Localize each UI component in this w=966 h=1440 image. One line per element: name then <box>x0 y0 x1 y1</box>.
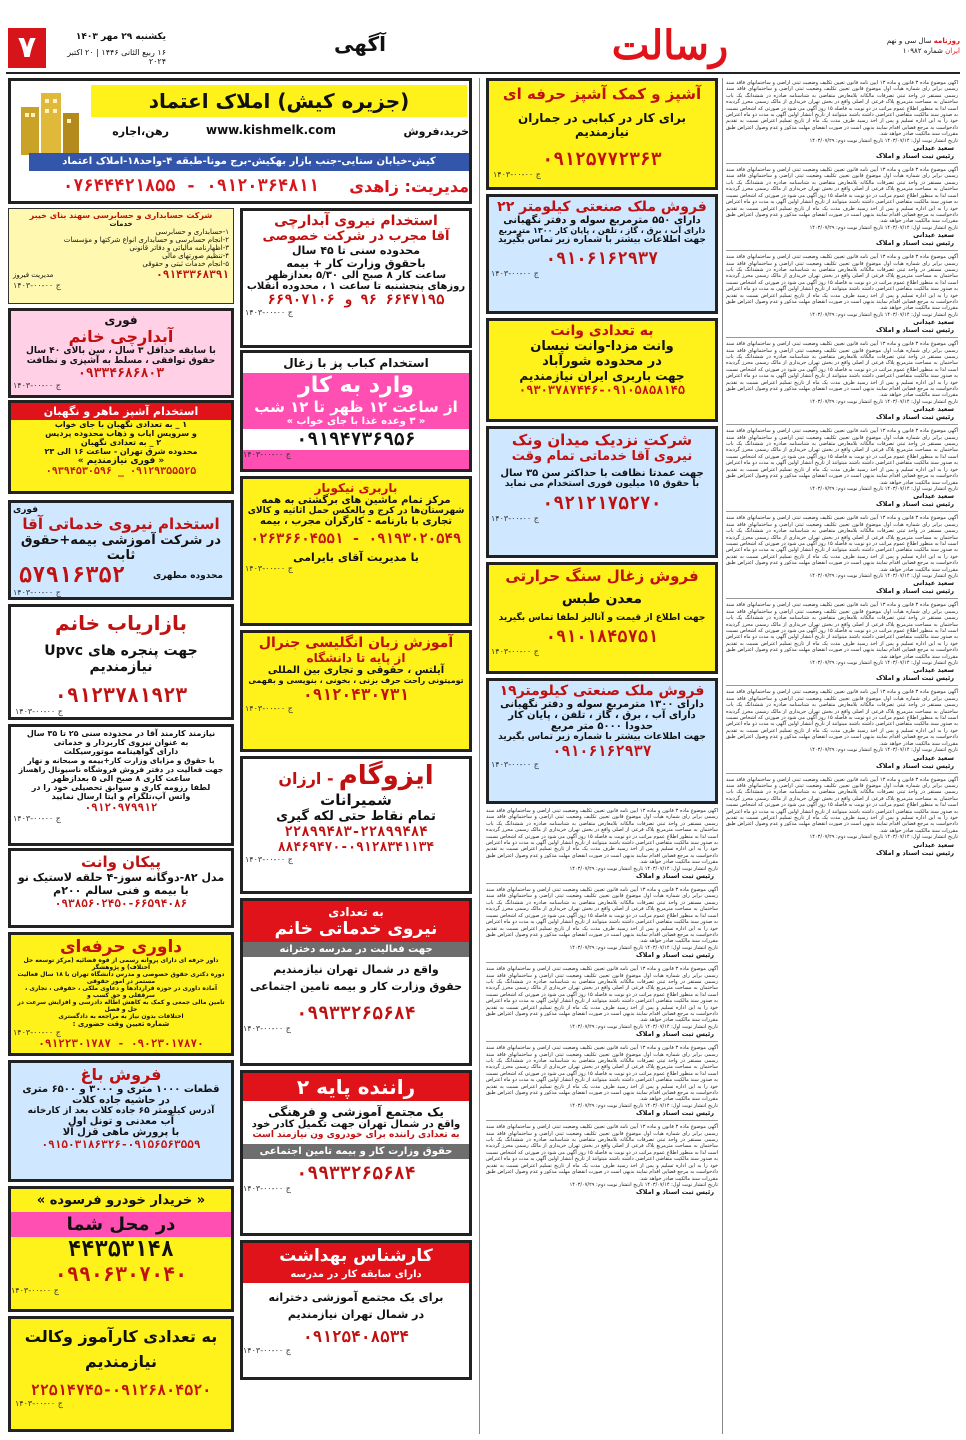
industrial19-line-3: حدودا ۵۰۰۰ متر مربع <box>550 721 654 732</box>
industrial19-code: ج ۰۰-۰۰-۱۴۰۳ <box>491 760 539 769</box>
ad-lawyer-trainee <box>8 1316 234 1432</box>
driver-line-1: یک مجتمع آموزشی و فرهنگی <box>268 1105 444 1119</box>
industrial22-line-1: دارای ۵۵۰ مترمربع سوله و دفتر نگهبانی <box>503 215 701 226</box>
chef-phone[interactable]: ۰۹۱۲۵۷۷۲۳۶۳ <box>542 149 662 170</box>
kebab-big: وارد به کار <box>298 373 414 398</box>
ad-van <box>486 318 718 422</box>
legal-notice-c4-2: آگهی موضوع ماده ۳ قانون و ماده ۱۳ آیین نامه قانون تعیین تکلیف وضعیت ثبتی اراضی و ساختمانهای فاقد سند رسمی برابر رای شماره هیات اول موضوع قانون تعیین تکلیف وضعیت ثبتی اراضی و ساختمانهای فاقد سند رسمی مستقر در واحد ثبتی تصرفات مالکانه بلامعارض متقاضی به شناسنامه صادره در ششدانگ یک باب ساختمان به مساحت مترمربع پلاک فرعی از اصلی واقع در بخش تهران خریداری از مالک رسمی محرز گردیده است لذا به منظور اطلاع عموم مراتب در دو نوبت به فاصله ۱۵ روز آگهی می شود در صورتی که اشخاص نسبت به صدور سند مالکیت متقاضی اعتراضی داشته باشند میتوانند از تاریخ انتشار اولین آگهی به مدت دو ماه اعتراض خود را به این اداره تسلیم و پس از اخذ رسید ظرف مدت یک ماه از تاریخ تسلیم اعتراض نسبت به تقدیم دادخواست به مرجع قضایی اقدام نمایند بدیهی است در صورت انقضای مهلت مذکور و عدم وصول اعتراض طبق مقررات سند مالکیت صادر خواهد شد. <box>726 167 958 225</box>
service-female-line-2: حقوق وزارت کار و بیمه تامین اجتماعی <box>249 980 463 993</box>
lawyer-trainee-title: به تعدادی کارآموز وکالت <box>24 1327 218 1346</box>
accounting-line-3: ۳-اظهارنامه مالیاتی و دفاتر قانونی <box>129 244 229 252</box>
ad-peykan <box>8 848 234 928</box>
ad-marketer <box>8 604 234 720</box>
ad-cook-guard <box>8 400 234 494</box>
issue: شماره ۱۰۹۸۲ <box>902 47 943 55</box>
cook-guard-title: استخدام آشپز ماهر و نگهبان <box>11 403 231 420</box>
ad-accounting <box>8 208 234 304</box>
arbitration-line-2: دوره دکتری حقوق خصوصی و مدرس دانشگاه تهران با ۱۸ سال فعالیت مستمر در امور حقوقی <box>17 971 225 985</box>
newspaper-logo: رسالت <box>611 22 729 69</box>
tea-server-line-1: محدوده سنی تا ۴۵ سال <box>291 244 421 257</box>
garden-line-1: قطعات ۱۰۰۰ متری و ۳۰۰۰ و ۶۵۰۰ متری <box>22 1084 220 1095</box>
clerk-phone[interactable]: ۰۹۱۲۰۹۷۹۹۱۲ <box>84 801 158 814</box>
isogum-cheap: - ارزان <box>278 769 334 788</box>
chef-title: آشپز و کمک آشپز حرفه ای <box>502 85 702 103</box>
edu-service-code: ج ۰۰-۰۰-۱۴۰۳ <box>13 588 61 597</box>
ad-kish-real-estate <box>8 78 472 204</box>
van-line-3: جهت باربری ایران نیازمندیم <box>519 369 685 383</box>
ad-coal <box>486 562 718 674</box>
health-line-1: برای یک مجتمع آموزشی دخترانه <box>268 1291 444 1304</box>
driver-line-2: واقع در شمال تهران جهت تکمیل کادر خود <box>251 1119 461 1130</box>
edu-service-sub: در شرکت آموزشی بیمه+حقوق ثابت <box>20 533 222 563</box>
tea-server-sub: آقا مجرب در شرکت خصوصی <box>262 229 450 244</box>
service-female-title: نیروی خدماتی خانم <box>243 919 469 942</box>
kish-address-band: کیش-خیابان سنایی-جنب بازار بهکیش-برج مونا-طبقه ۴-واحد۱۸-املاک اعتماد <box>29 153 469 171</box>
driver-line-3: به تعدادی راننده برای خودروی ون نیازمند است <box>252 1130 460 1140</box>
van-line-1: وانت مزدا-وانت نیسان <box>530 339 674 354</box>
industrial19-line-1: دارای ۱۳۰۰ مترمربع سوله و دفتر نگهبانی <box>500 699 704 710</box>
arbitration-title: داوری حرفه‌ای <box>59 937 183 957</box>
english-code: ج ۰۰-۰۰-۱۴۰۳ <box>245 704 293 713</box>
vanak-line-1: جهت عمدتا نظافت با حداکثر سن ۳۵ سال <box>500 468 704 479</box>
legal-notice-c4-3: آگهی موضوع ماده ۳ قانون و ماده ۱۳ آیین نامه قانون تعیین تکلیف وضعیت ثبتی اراضی و ساختمانهای فاقد سند رسمی برابر رای شماره هیات اول موضوع قانون تعیین تکلیف وضعیت ثبتی اراضی و ساختمانهای فاقد سند رسمی مستقر در واحد ثبتی تصرفات مالکانه بلامعارض متقاضی به شناسنامه صادره در ششدانگ یک باب ساختمان به مساحت مترمربع پلاک فرعی از اصلی واقع در بخش تهران خریداری از مالک رسمی محرز گردیده است لذا به منظور اطلاع عموم مراتب در دو نوبت به فاصله ۱۵ روز آگهی می شود در صورتی که اشخاص نسبت به صدور سند مالکیت متقاضی اعتراضی داشته باشند میتوانند از تاریخ انتشار اولین آگهی به مدت دو ماه اعتراض خود را به این اداره تسلیم و پس از اخذ رسید ظرف مدت یک ماه از تاریخ تسلیم اعتراض نسبت به تقدیم دادخواست به مرجع قضایی اقدام نمایند بدیهی است در صورت انقضای مهلت مذکور و عدم وصول اعتراض طبق مقررات سند مالکیت صادر خواهد شد. <box>726 254 958 312</box>
clerk-line-2: به عنوان نیروی کاربردار و خدماتی <box>53 738 189 747</box>
isogum-title: ایزوگام <box>338 761 434 791</box>
clerk-line-1: نیازمند کارمند آقا در محدوده سنی ۲۵ تا ۳۵ سال <box>26 729 216 738</box>
legal-notice-c3-2: آگهی موضوع ماده ۳ قانون و ماده ۱۳ آیین نامه قانون تعیین تکلیف وضعیت ثبتی اراضی و ساختمانهای فاقد سند رسمی برابر رای شماره هیات اول موضوع قانون تعیین تکلیف وضعیت ثبتی اراضی و ساختمانهای فاقد سند رسمی مستقر در واحد ثبتی تصرفات مالکانه بلامعارض متقاضی به شناسنامه صادره در ششدانگ یک باب ساختمان به مساحت مترمربع پلاک فرعی از اصلی واقع در بخش تهران خریداری از مالک رسمی محرز گردیده است لذا به منظور اطلاع عموم مراتب در دو نوبت به فاصله ۱۵ روز آگهی می شود در صورتی که اشخاص نسبت به صدور سند مالکیت متقاضی اعتراضی داشته باشند میتوانند از تاریخ انتشار اولین آگهی به مدت دو ماه اعتراض خود را به این اداره تسلیم و پس از اخذ رسید ظرف مدت یک ماه از تاریخ تسلیم اعتراض نسبت به تقدیم دادخواست به مرجع قضایی اقدام نمایند بدیهی است در صورت انقضای مهلت مذکور و عدم وصول اعتراض طبق مقررات سند مالکیت صادر خواهد شد. <box>486 887 718 945</box>
tea-server-title: استخدام نیروی آبدارچی <box>274 213 438 229</box>
vanak-title: شرکت نزدیک میدان ونک <box>511 431 693 449</box>
arbitration-line-6: شماره تعیین وقت حضوری : <box>72 1020 170 1028</box>
accounting-line-4: ۴-تنظیم صورتهای مالی <box>162 252 229 260</box>
legal-notice-c3-4: آگهی موضوع ماده ۳ قانون و ماده ۱۳ آیین نامه قانون تعیین تکلیف وضعیت ثبتی اراضی و ساختمانهای فاقد سند رسمی برابر رای شماره هیات اول موضوع قانون تعیین تکلیف وضعیت ثبتی اراضی و ساختمانهای فاقد سند رسمی مستقر در واحد ثبتی تصرفات مالکانه بلامعارض متقاضی به شناسنامه صادره در ششدانگ یک باب ساختمان به مساحت مترمربع پلاک فرعی از اصلی واقع در بخش تهران خریداری از مالک رسمی محرز گردیده است لذا به منظور اطلاع عموم مراتب در دو نوبت به فاصله ۱۵ روز آگهی می شود در صورتی که اشخاص نسبت به صدور سند مالکیت متقاضی اعتراضی داشته باشند میتوانند از تاریخ انتشار اولین آگهی به مدت دو ماه اعتراض خود را به این اداره تسلیم و پس از اخذ رسید ظرف مدت یک ماه از تاریخ تسلیم اعتراض نسبت به تقدیم دادخواست به مرجع قضایی اقدام نمایند بدیهی است در صورت انقضای مهلت مذکور و عدم وصول اعتراض طبق مقررات سند مالکیت صادر خواهد شد. <box>486 1045 718 1103</box>
service-female-line-1: واقع در شمال تهران نیازمندیم <box>273 963 439 976</box>
cook-guard-line-4: محدوده شرق تهران - ساعت ۱۶ الی ۲۳ <box>44 447 198 456</box>
legal-notice-c3-3-signature: رئیس ثبت اسناد و املاک <box>636 1030 714 1039</box>
isogum-phones-1[interactable]: ۲۲۸۹۹۴۸۳-۲۲۸۹۹۴۸۴ <box>284 824 428 840</box>
english-line-2: تومیتونی راحت حرف بزنی ، بخونی ، بنویسی و بفهمی <box>248 676 464 685</box>
ad-tea-server <box>240 208 472 348</box>
isogum-sub: تمام نقاط حتی لکه گیری <box>276 809 436 824</box>
legal-notice-c4-5: آگهی موضوع ماده ۳ قانون و ماده ۱۳ آیین نامه قانون تعیین تکلیف وضعیت ثبتی اراضی و ساختمانهای فاقد سند رسمی برابر رای شماره هیات اول موضوع قانون تعیین تکلیف وضعیت ثبتی اراضی و ساختمانهای فاقد سند رسمی مستقر در واحد ثبتی تصرفات مالکانه بلامعارض متقاضی به شناسنامه صادره در ششدانگ یک باب ساختمان به مساحت مترمربع پلاک فرعی از اصلی واقع در بخش تهران خریداری از مالک رسمی محرز گردیده است لذا به منظور اطلاع عموم مراتب در دو نوبت به فاصله ۱۵ روز آگهی می شود در صورتی که اشخاص نسبت به صدور سند مالکیت متقاضی اعتراضی داشته باشند میتوانند از تاریخ انتشار اولین آگهی به مدت دو ماه اعتراض خود را به این اداره تسلیم و پس از اخذ رسید ظرف مدت یک ماه از تاریخ تسلیم اعتراض نسبت به تقدیم دادخواست به مرجع قضایی اقدام نمایند بدیهی است در صورت انقضای مهلت مذکور و عدم وصول اعتراض طبق مقررات سند مالکیت صادر خواهد شد. <box>726 428 958 486</box>
ad-kebab <box>240 350 472 472</box>
accounting-phone[interactable]: ۰۹۱۴۳۳۶۸۳۹۱ <box>156 268 229 281</box>
english-line-1: آیلتس ، حقوقی و تجاری بین المللی <box>267 665 445 676</box>
health-band: دارای سابقه کار در مدرسه <box>243 1269 469 1283</box>
arbitration-line-1: داور حرفه ای دارای پروانه رسمی از قوه قضائیه (مرکز توسعه حل اختلاف) و پژوهشگر <box>23 957 219 971</box>
cook-guard-line-2: و سرویس ایاب و ذهاب محدوده پردیس <box>45 429 197 438</box>
cook-female-tag: فوری <box>104 313 138 327</box>
tea-server-line-4: روزهای پنجشنبه تا ساعت ۱ ، محدوده انقلاب <box>246 281 466 292</box>
marketer-phone[interactable]: ۰۹۱۲۳۷۸۱۹۲۳ <box>54 683 188 707</box>
legal-notice-c4-6-signature: رئیس ثبت اسناد و املاک <box>876 587 954 596</box>
legal-notice-column-3 <box>486 808 718 1434</box>
cook-female-phone[interactable]: ۰۹۳۳۴۶۸۶۸۰۳ <box>77 366 165 381</box>
clerk-line-7: لطفا رزومه کاری و سوابق تحصیلی خود را در <box>31 783 211 792</box>
ad-vanak <box>486 426 718 558</box>
kish-phones[interactable]: ۰۹۱۲۰۳۶۴۸۱۱ - ۰۷۶۴۴۴۲۱۸۵۵ <box>63 176 319 196</box>
ad-freight <box>240 476 472 626</box>
ad-tea-server-female <box>8 308 234 398</box>
legal-notice-c4-2-dates: تاریخ انتشار نوبت اول: ۱۴۰۳/۰۷/۱۴ تاریخ انتشار نوبت دوم: ۱۴۰۳/۰۷/۲۹ <box>809 224 958 231</box>
garden-phones[interactable]: ۰۹۱۵۰۳۱۸۶۳۲۶-۰۹۱۵۶۵۶۳۵۵۹ <box>41 1138 201 1151</box>
lawyer-trainee-code: ج ۰۰-۰۰-۱۴۰۳ <box>15 1399 63 1408</box>
country: ایران <box>945 47 960 55</box>
legal-notice-c3-2-dates: تاریخ انتشار نوبت اول: ۱۴۰۳/۰۷/۱۴ تاریخ انتشار نوبت دوم: ۱۴۰۳/۰۷/۲۹ <box>569 944 718 951</box>
ad-garden <box>8 1060 234 1182</box>
freight-manager: با مدیریت آقای بایرامی <box>293 551 419 564</box>
legal-notice-c4-7: آگهی موضوع ماده ۳ قانون و ماده ۱۳ آیین نامه قانون تعیین تکلیف وضعیت ثبتی اراضی و ساختمانهای فاقد سند رسمی برابر رای شماره هیات اول موضوع قانون تعیین تکلیف وضعیت ثبتی اراضی و ساختمانهای فاقد سند رسمی مستقر در واحد ثبتی تصرفات مالکانه بلامعارض متقاضی به شناسنامه صادره در ششدانگ یک باب ساختمان به مساحت مترمربع پلاک فرعی از اصلی واقع در بخش تهران خریداری از مالک رسمی محرز گردیده است لذا به منظور اطلاع عموم مراتب در دو نوبت به فاصله ۱۵ روز آگهی می شود در صورتی که اشخاص نسبت به صدور سند مالکیت متقاضی اعتراضی داشته باشند میتوانند از تاریخ انتشار اولین آگهی به مدت دو ماه اعتراض خود را به این اداره تسلیم و پس از اخذ رسید ظرف مدت یک ماه از تاریخ تسلیم اعتراض نسبت به تقدیم دادخواست به مرجع قضایی اقدام نمایند بدیهی است در صورت انقضای مهلت مذکور و عدم وصول اعتراض طبق مقررات سند مالکیت صادر خواهد شد. <box>726 602 958 660</box>
cook-guard-line-1: ۱ _ به تعدادی نگهبان با جای خواب <box>54 420 188 429</box>
service-female-head: به تعدادی <box>243 901 469 919</box>
marketer-title: بازاریاب خانم <box>54 611 188 635</box>
health-phone[interactable]: ۰۹۱۲۵۴۰۸۵۳۴ <box>303 1327 409 1346</box>
ad-clerk <box>8 724 234 846</box>
legal-notice-c4-7-signature: رئیس ثبت اسناد و املاک <box>876 674 954 683</box>
cook-female-title: آبدارچی خانم <box>68 327 174 346</box>
legal-notice-c4-3-signature: رئیس ثبت اسناد و املاک <box>876 326 954 335</box>
legal-notice-c4-1-dates: تاریخ انتشار نوبت اول: ۱۴۰۳/۰۷/۱۴ تاریخ انتشار نوبت دوم: ۱۴۰۳/۰۷/۲۹ <box>809 137 958 144</box>
peykan-title: پیکان وانت <box>80 853 162 871</box>
legal-notice-c3-5-signature: رئیس ثبت اسناد و املاک <box>636 1188 714 1197</box>
accounting-line-1: ۱-حسابداری و حسابرسی <box>155 228 229 236</box>
kish-deal-left: رهن،اجاره <box>112 125 169 138</box>
industrial19-line-2: دارای آب ، برق ، گاز ، تلفن ، پایان کار <box>508 710 696 721</box>
vanak-phone[interactable]: ۰۹۲۱۲۱۷۵۲۷۰ <box>542 493 662 514</box>
industrial22-line-2: دارای آب ، برق ، گاز ، تلفن ، پایان کار ۱۳۰۰ مترمربع <box>498 226 706 235</box>
isogum-area: شمیرانات <box>320 791 392 809</box>
kebab-phone[interactable]: ۰۹۱۹۴۷۳۶۹۵۶ <box>243 429 469 450</box>
legal-notice-c4-4-signature: رئیس ثبت اسناد و املاک <box>876 413 954 422</box>
header-meta <box>880 36 960 56</box>
page-number-badge: ۷ <box>8 28 46 68</box>
tea-server-phones[interactable]: ۶۶۴۷۱۹۵ ۹۶ و ۶۶۹۰۷۱۰۶ <box>267 292 445 308</box>
ad-service-female <box>240 898 472 1066</box>
cook-female-line-1: با سابقه حداقل ۳ سال ، سن بالای ۴۰ سال <box>26 346 216 356</box>
ad-isogum <box>240 756 472 894</box>
tea-server-line-2: باحقوق وزارت کار + بیمه <box>286 257 426 270</box>
health-code: ج ۰۰-۰۰-۱۴۰۳ <box>243 1346 291 1355</box>
clerk-code: ج ۰۰-۰۰-۱۴۰۳ <box>13 814 61 823</box>
arbitration-line-3: آماده داوری در حوزه قراردادها و دعاوی ملکی ، حقوقی ، تجاری ، سرقفلی و حق کسب و <box>24 985 218 999</box>
isogum-phones-2[interactable]: ۸۸۴۶۹۴۷۰-۰۹۱۲۸۳۴۱۱۳۴ <box>277 840 435 855</box>
edu-service-area: محدوده مطهری <box>152 570 223 581</box>
clerk-line-5: جهت فعالیت در دفتر فروش فروشگاه ناسیونال راهساز <box>18 765 224 774</box>
garden-line-3: آدرس کیلومتر ۶۵ جاده کلات بعد از کارخانه <box>27 1106 215 1116</box>
van-line-2: در محدوده شورآباد <box>542 354 662 369</box>
column-divider <box>479 78 480 1434</box>
english-phone[interactable]: ۰۹۱۲۰۴۳۰۷۳۱ <box>303 685 409 704</box>
legal-notice-c3-1: آگهی موضوع ماده ۳ قانون و ماده ۱۳ آیین نامه قانون تعیین تکلیف وضعیت ثبتی اراضی و ساختمانهای فاقد سند رسمی برابر رای شماره هیات اول موضوع قانون تعیین تکلیف وضعیت ثبتی اراضی و ساختمانهای فاقد سند رسمی مستقر در واحد ثبتی تصرفات مالکانه بلامعارض متقاضی به شناسنامه صادره در ششدانگ یک باب ساختمان به مساحت مترمربع پلاک فرعی از اصلی واقع در بخش تهران خریداری از مالک رسمی محرز گردیده است لذا به منظور اطلاع عموم مراتب در دو نوبت به فاصله ۱۵ روز آگهی می شود در صورتی که اشخاص نسبت به صدور سند مالکیت متقاضی اعتراضی داشته باشند میتوانند از تاریخ انتشار اولین آگهی به مدت دو ماه اعتراض خود را به این اداره تسلیم و پس از اخذ رسید ظرف مدت یک ماه از تاریخ تسلیم اعتراض نسبت به تقدیم دادخواست به مرجع قضایی اقدام نمایند بدیهی است در صورت انقضای مهلت مذکور و عدم وصول اعتراض طبق مقررات سند مالکیت صادر خواهد شد. <box>486 808 718 866</box>
header-date: یکشنبه ۲۹ مهر ۱۴۰۳ <box>75 32 166 42</box>
coal-phone[interactable]: ۰۹۱۰۱۸۴۵۷۵۱ <box>545 627 659 647</box>
kebab-title: استخدام کباب پز با زغال <box>243 353 469 373</box>
vanak-code: ج ۰۰-۰۰-۱۴۰۳ <box>491 514 539 523</box>
legal-notice-c4-7-dates: تاریخ انتشار نوبت اول: ۱۴۰۳/۰۷/۱۴ تاریخ انتشار نوبت دوم: ۱۴۰۳/۰۷/۲۹ <box>809 660 958 667</box>
accounting-sub: خدمات <box>109 220 133 228</box>
legal-notice-c4-2-signer: سعید عیدانی <box>913 231 954 240</box>
marketer-sub: جهت پنجره های Upvc نیازمندیم <box>44 643 198 675</box>
marketer-code: ج ۰۰-۰۰-۱۴۰۳ <box>15 707 63 716</box>
kish-website[interactable]: www.kishmelk.com <box>206 123 336 137</box>
english-sub: از پایه تا دانشگاه <box>306 651 406 665</box>
accounting-line-5: ۵-انجام خدمات ثبتی و حقوقی <box>142 260 229 268</box>
arbitration-code: ج ۰۰-۰۰-۱۴۰۳ <box>13 1028 61 1037</box>
ad-industrial-22 <box>486 194 718 314</box>
clerk-line-6: ساعت کاری ۸ صبح الی ۵ بعدازظهر <box>51 774 191 783</box>
industrial19-title: فروش ملک صنعتی کیلومتر۱۹ <box>499 683 705 699</box>
clerk-line-3: دارای گواهینامه موتورسیکلت <box>63 747 179 756</box>
cook-female-line-2: حقوق توافقی ، مسلط به آشپزی و نظافت <box>26 356 216 366</box>
car-buyer-title: « خریدار خودرو فرسوده » <box>36 1193 206 1208</box>
building-icon <box>17 87 83 157</box>
legal-notice-c4-4: آگهی موضوع ماده ۳ قانون و ماده ۱۳ آیین نامه قانون تعیین تکلیف وضعیت ثبتی اراضی و ساختمانهای فاقد سند رسمی برابر رای شماره هیات اول موضوع قانون تعیین تکلیف وضعیت ثبتی اراضی و ساختمانهای فاقد سند رسمی مستقر در واحد ثبتی تصرفات مالکانه بلامعارض متقاضی به شناسنامه صادره در ششدانگ یک باب ساختمان به مساحت مترمربع پلاک فرعی از اصلی واقع در بخش تهران خریداری از مالک رسمی محرز گردیده است لذا به منظور اطلاع عموم مراتب در دو نوبت به فاصله ۱۵ روز آگهی می شود در صورتی که اشخاص نسبت به صدور سند مالکیت متقاضی اعتراضی داشته باشند میتوانند از تاریخ انتشار اولین آگهی به مدت دو ماه اعتراض خود را به این اداره تسلیم و پس از اخذ رسید ظرف مدت یک ماه از تاریخ تسلیم اعتراض نسبت به تقدیم دادخواست به مرجع قضایی اقدام نمایند بدیهی است در صورت انقضای مهلت مذکور و عدم وصول اعتراض طبق مقررات سند مالکیت صادر خواهد شد. <box>726 341 958 399</box>
garden-title: فروش باغ <box>80 1065 162 1084</box>
coal-code: ج ۰۰-۰۰-۱۴۰۳ <box>491 647 539 656</box>
clerk-line-4: با حقوق و مزایای وزارت کار+بیمه و صبحانه و نهار <box>27 756 215 765</box>
isogum-code: ج ۰۰-۰۰-۱۴۰۳ <box>245 855 293 864</box>
lawyer-trainee-phones[interactable]: ۲۲۵۱۴۷۴۵-۰۹۱۲۶۸۰۴۵۲۰ <box>30 1381 212 1399</box>
garden-line-5: با پرورش ماهی قزل آلا <box>62 1127 180 1138</box>
legal-notice-c4-8-signer: سعید عیدانی <box>913 753 954 762</box>
edu-service-tag: فوری <box>13 505 38 515</box>
industrial22-title: فروش ملک صنعتی کیلومتر ۲۲ <box>497 199 707 215</box>
legal-notice-c4-1-signer: سعید عیدانی <box>913 144 954 153</box>
ad-english <box>240 630 472 752</box>
tea-server-line-3: ساعت کار ۸ صبح الی ۵/۳۰ بعدازظهر <box>265 270 447 281</box>
garden-line-2: در حاشیه جاده کلات <box>72 1095 170 1106</box>
arbitration-line-5: اختلافات بدون نیاز به مراجعه به دادگستری <box>58 1013 184 1020</box>
chef-code: ج ۰۰-۰۰-۱۴۰۳ <box>493 170 541 179</box>
legal-notice-c4-9-signer: سعید عیدانی <box>913 840 954 849</box>
legal-notice-c4-3-dates: تاریخ انتشار نوبت اول: ۱۴۰۳/۰۷/۱۴ تاریخ انتشار نوبت دوم: ۱۴۰۳/۰۷/۲۹ <box>809 311 958 318</box>
accounting-code: ج ۰۰-۰۰-۱۴۰۳ <box>13 281 61 290</box>
cook-female-code: ج ۰۰-۰۰-۱۴۰۳ <box>13 381 61 390</box>
column-divider <box>722 78 723 1434</box>
legal-notice-c3-5-dates: تاریخ انتشار نوبت اول: ۱۴۰۳/۰۷/۱۴ تاریخ انتشار نوبت دوم: ۱۴۰۳/۰۷/۲۹ <box>569 1181 718 1188</box>
industrial22-phone[interactable]: ۰۹۱۰۶۱۶۲۹۳۷ <box>545 249 659 269</box>
ad-arbitration <box>8 932 234 1056</box>
service-female-band: جهت فعالیت در مدرسه دخترانه <box>243 942 469 957</box>
van-phones[interactable]: ۰۹۳۰۳۷۸۷۴۴۶-۰۹۱۰۵۸۵۸۱۴۵ <box>518 383 686 397</box>
legal-notice-c3-5: آگهی موضوع ماده ۳ قانون و ماده ۱۳ آیین نامه قانون تعیین تکلیف وضعیت ثبتی اراضی و ساختمانهای فاقد سند رسمی برابر رای شماره هیات اول موضوع قانون تعیین تکلیف وضعیت ثبتی اراضی و ساختمانهای فاقد سند رسمی مستقر در واحد ثبتی تصرفات مالکانه بلامعارض متقاضی به شناسنامه صادره در ششدانگ یک باب ساختمان به مساحت مترمربع پلاک فرعی از اصلی واقع در بخش تهران خریداری از مالک رسمی محرز گردیده است لذا به منظور اطلاع عموم مراتب در دو نوبت به فاصله ۱۵ روز آگهی می شود در صورتی که اشخاص نسبت به صدور سند مالکیت متقاضی اعتراضی داشته باشند میتوانند از تاریخ انتشار اولین آگهی به مدت دو ماه اعتراض خود را به این اداره تسلیم و پس از اخذ رسید ظرف مدت یک ماه از تاریخ تسلیم اعتراض نسبت به تقدیم دادخواست به مرجع قضایی اقدام نمایند بدیهی است در صورت انقضای مهلت مذکور و عدم وصول اعتراض طبق مقررات سند مالکیت صادر خواهد شد. <box>486 1124 718 1182</box>
car-buyer-phone-1[interactable]: ۴۴۳۵۳۱۴۸ <box>68 1237 174 1262</box>
accounting-manager: مدیریت فیروز <box>13 270 54 279</box>
driver-band: حقوق وزارت کار و بیمه تامین اجتماعی <box>243 1144 469 1159</box>
legal-notice-c3-4-signature: رئیس ثبت اسناد و املاک <box>636 1109 714 1118</box>
industrial22-line-3: جهت اطلاعات بیشتر با شماره زیر تماس بگیرید <box>498 235 706 245</box>
kebab-food: « ۳ وعده غذا با جای خواب » <box>286 416 426 427</box>
arbitration-line-4: تامین مالی جمعی و کمک به کاهش اطاله دادرسی و افزایش سرعت در حل و فصل <box>17 999 225 1013</box>
freight-code: ج ۰۰-۰۰-۱۴۰۳ <box>245 564 293 573</box>
tea-server-code: ج ۰۰-۰۰-۱۴۰۳ <box>245 308 293 317</box>
legal-notice-column-4 <box>726 80 958 1434</box>
ad-car-buyer <box>8 1186 234 1312</box>
accounting-line-2: ۲-انجام حسابرسی و حسابداری انواع شرکتها و مؤسسات <box>63 236 229 244</box>
newspaper-label: روزنامه <box>933 37 960 45</box>
legal-notice-c3-3: آگهی موضوع ماده ۳ قانون و ماده ۱۳ آیین نامه قانون تعیین تکلیف وضعیت ثبتی اراضی و ساختمانهای فاقد سند رسمی برابر رای شماره هیات اول موضوع قانون تعیین تکلیف وضعیت ثبتی اراضی و ساختمانهای فاقد سند رسمی مستقر در واحد ثبتی تصرفات مالکانه بلامعارض متقاضی به شناسنامه صادره در ششدانگ یک باب ساختمان به مساحت مترمربع پلاک فرعی از اصلی واقع در بخش تهران خریداری از مالک رسمی محرز گردیده است لذا به منظور اطلاع عموم مراتب در دو نوبت به فاصله ۱۵ روز آگهی می شود در صورتی که اشخاص نسبت به صدور سند مالکیت متقاضی اعتراضی داشته باشند میتوانند از تاریخ انتشار اولین آگهی به مدت دو ماه اعتراض خود را به این اداره تسلیم و پس از اخذ رسید ظرف مدت یک ماه از تاریخ تسلیم اعتراض نسبت به تقدیم دادخواست به مرجع قضایی اقدام نمایند بدیهی است در صورت انقضای مهلت مذکور و عدم وصول اعتراض طبق مقررات سند مالکیت صادر خواهد شد. <box>486 966 718 1024</box>
freight-line-2: شهرستان‌ها در کرج و بالعکس حمل اثاثیه و کالای <box>247 506 465 516</box>
arbitration-phones[interactable]: ۰۹۰۲۳۰۱۷۸۷۰ - ۰۹۱۲۲۳۰۱۷۸۷ <box>38 1037 204 1050</box>
legal-notice-c3-4-dates: تاریخ انتشار نوبت اول: ۱۴۰۳/۰۷/۱۴ تاریخ انتشار نوبت دوم: ۱۴۰۳/۰۷/۲۹ <box>569 1102 718 1109</box>
header-date-hijri: ۱۶ ربیع الثانی ۱۴۴۶ | ۲۰ اکتبر ۲۰۲۴ <box>67 48 166 66</box>
legal-notice-c4-6-signer: سعید عیدانی <box>913 579 954 588</box>
car-buyer-code: ج ۰۰-۰۰-۱۴۰۳ <box>11 1286 59 1295</box>
service-female-phone[interactable]: ۰۹۹۳۳۲۶۵۶۸۴ <box>296 1003 416 1024</box>
peykan-phone[interactable]: ۰۹۳۸۵۶۰۲۴۵۰-۶۶۵۹۴۰۸۶ <box>54 897 188 910</box>
industrial19-phone[interactable]: ۰۹۱۰۶۱۶۲۹۳۷ <box>552 742 652 760</box>
ad-edu-service <box>8 500 234 600</box>
kish-title-band: (جزیره کیش) املاک اعتماد <box>91 85 467 117</box>
car-buyer-phone-2[interactable]: ۰۹۹۰۶۳۰۷۰۴۰ <box>54 1262 188 1286</box>
legal-notice-c4-8-dates: تاریخ انتشار نوبت اول: ۱۴۰۳/۰۷/۱۴ تاریخ انتشار نوبت دوم: ۱۴۰۳/۰۷/۲۹ <box>809 747 958 754</box>
freight-line-3: تجاری با بارنامه - کارگران مجرب ، بیمه <box>259 516 453 527</box>
kish-manager: مدیریت: زاهدی <box>349 177 469 196</box>
cook-guard-phones[interactable]: ۰۹۱۲۹۳۵۵۵۲۵ _ ۰۹۳۹۴۵۳۰۵۹۶ <box>45 466 197 477</box>
chef-sub: برای کار در کبابی در جماران نیازمندیم <box>518 111 686 139</box>
driver-title: راننده پایه ۲ <box>243 1073 469 1101</box>
legal-notice-c4-9-signature: رئیس ثبت اسناد و املاک <box>876 848 954 857</box>
legal-notice-c4-4-dates: تاریخ انتشار نوبت اول: ۱۴۰۳/۰۷/۱۴ تاریخ انتشار نوبت دوم: ۱۴۰۳/۰۷/۲۹ <box>809 398 958 405</box>
legal-notice-c4-8-signature: رئیس ثبت اسناد و املاک <box>876 761 954 770</box>
legal-notice-c4-5-signature: رئیس ثبت اسناد و املاک <box>876 500 954 509</box>
service-female-code: ج ۰۰-۰۰-۱۴۰۳ <box>243 1024 291 1033</box>
accounting-title: شرکت حسابداری و حسابرسی سهند بنای خیبر <box>29 211 213 220</box>
vanak-sub: نیروی آقا خدماتی تمام وقت <box>511 449 693 464</box>
header-section-title: آگهی <box>334 32 386 56</box>
ad-industrial-19 <box>486 678 718 804</box>
english-title: آموزش زبان انگلیسی جنرال <box>258 635 454 651</box>
legal-notice-c4-3-signer: سعید عیدانی <box>913 318 954 327</box>
health-line-2: در شمال تهران نیازمندیم <box>287 1308 425 1321</box>
legal-notice-c3-1-dates: تاریخ انتشار نوبت اول: ۱۴۰۳/۰۷/۱۴ تاریخ انتشار نوبت دوم: ۱۴۰۳/۰۷/۲۹ <box>569 865 718 872</box>
legal-notice-c4-2-signature: رئیس ثبت اسناد و املاک <box>876 239 954 248</box>
edu-service-phone[interactable]: ۵۷۹۱۶۳۵۲ <box>19 563 125 588</box>
legal-notice-c3-1-signature: رئیس ثبت اسناد و املاک <box>636 872 714 881</box>
kish-deal-right: خرید،فروش <box>403 125 469 138</box>
kebab-code: ج ۰۰-۰۰-۱۴۰۳ <box>243 450 291 459</box>
clerk-line-8: واتس آپ،تلگرام و ایتا ارسال نمایید <box>51 792 191 801</box>
cook-guard-urgent: « فوری نیازمندیم » <box>77 456 165 466</box>
coal-title: فروش زغال سنگ حرارتی <box>505 567 699 585</box>
driver-code: ج ۰۰-۰۰-۱۴۰۳ <box>243 1184 291 1193</box>
coal-line: جهت اطلاع از قیمت و آنالیز لطفا تماس بگیرید <box>498 613 706 623</box>
freight-line-1: مرکز تمام ماشین های برگشتی به همه <box>261 495 451 506</box>
ad-chef <box>486 78 718 190</box>
legal-notice-c3-3-dates: تاریخ انتشار نوبت اول: ۱۴۰۳/۰۷/۱۴ تاریخ انتشار نوبت دوم: ۱۴۰۳/۰۷/۲۹ <box>569 1023 718 1030</box>
health-title: کارشناس بهداشت <box>243 1243 469 1269</box>
cook-guard-line-3: ۲ _ به تعدادی نگهبان <box>80 438 162 447</box>
lawyer-trainee-sub: نیازمندیم <box>85 1352 157 1371</box>
industrial19-line-4: جهت اطلاعات بیشتر با شماره زیر تماس بگیرید <box>498 732 706 742</box>
edu-service-title: استخدام نیروی خدماتی آقا <box>22 515 220 533</box>
garden-line-4: آب معدنی و تونل اول <box>67 1116 175 1127</box>
driver-phone[interactable]: ۰۹۹۳۳۲۶۵۶۸۴ <box>296 1163 416 1184</box>
legal-notice-c4-5-dates: تاریخ انتشار نوبت اول: ۱۴۰۳/۰۷/۱۴ تاریخ انتشار نوبت دوم: ۱۴۰۳/۰۷/۲۹ <box>809 485 958 492</box>
legal-notice-c4-9: آگهی موضوع ماده ۳ قانون و ماده ۱۳ آیین نامه قانون تعیین تکلیف وضعیت ثبتی اراضی و ساختمانهای فاقد سند رسمی برابر رای شماره هیات اول موضوع قانون تعیین تکلیف وضعیت ثبتی اراضی و ساختمانهای فاقد سند رسمی مستقر در واحد ثبتی تصرفات مالکانه بلامعارض متقاضی به شناسنامه صادره در ششدانگ یک باب ساختمان به مساحت مترمربع پلاک فرعی از اصلی واقع در بخش تهران خریداری از مالک رسمی محرز گردیده است لذا به منظور اطلاع عموم مراتب در دو نوبت به فاصله ۱۵ روز آگهی می شود در صورتی که اشخاص نسبت به صدور سند مالکیت متقاضی اعتراضی داشته باشند میتوانند از تاریخ انتشار اولین آگهی به مدت دو ماه اعتراض خود را به این اداره تسلیم و پس از اخذ رسید ظرف مدت یک ماه از تاریخ تسلیم اعتراض نسبت به تقدیم دادخواست به مرجع قضایی اقدام نمایند بدیهی است در صورت انقضای مهلت مذکور و عدم وصول اعتراض طبق مقررات سند مالکیت صادر خواهد شد. <box>726 776 958 834</box>
car-buyer-place: در محل شما <box>11 1212 231 1237</box>
legal-notice-c4-8: آگهی موضوع ماده ۳ قانون و ماده ۱۳ آیین نامه قانون تعیین تکلیف وضعیت ثبتی اراضی و ساختمانهای فاقد سند رسمی برابر رای شماره هیات اول موضوع قانون تعیین تکلیف وضعیت ثبتی اراضی و ساختمانهای فاقد سند رسمی مستقر در واحد ثبتی تصرفات مالکانه بلامعارض متقاضی به شناسنامه صادره در ششدانگ یک باب ساختمان به مساحت مترمربع پلاک فرعی از اصلی واقع در بخش تهران خریداری از مالک رسمی محرز گردیده است لذا به منظور اطلاع عموم مراتب در دو نوبت به فاصله ۱۵ روز آگهی می شود در صورتی که اشخاص نسبت به صدور سند مالکیت متقاضی اعتراضی داشته باشند میتوانند از تاریخ انتشار اولین آگهی به مدت دو ماه اعتراض خود را به این اداره تسلیم و پس از اخذ رسید ظرف مدت یک ماه از تاریخ تسلیم اعتراض نسبت به تقدیم دادخواست به مرجع قضایی اقدام نمایند بدیهی است در صورت انقضای مهلت مذکور و عدم وصول اعتراض طبق مقررات سند مالکیت صادر خواهد شد. <box>726 689 958 747</box>
page-header <box>0 0 966 74</box>
legal-notice-c4-1-signature: رئیس ثبت اسناد و املاک <box>876 152 954 161</box>
legal-notice-c4-1: آگهی موضوع ماده ۳ قانون و ماده ۱۳ آیین نامه قانون تعیین تکلیف وضعیت ثبتی اراضی و ساختمانهای فاقد سند رسمی برابر رای شماره هیات اول موضوع قانون تعیین تکلیف وضعیت ثبتی اراضی و ساختمانهای فاقد سند رسمی مستقر در واحد ثبتی تصرفات مالکانه بلامعارض متقاضی به شناسنامه صادره در ششدانگ یک باب ساختمان به مساحت مترمربع پلاک فرعی از اصلی واقع در بخش تهران خریداری از مالک رسمی محرز گردیده است لذا به منظور اطلاع عموم مراتب در دو نوبت به فاصله ۱۵ روز آگهی می شود در صورتی که اشخاص نسبت به صدور سند مالکیت متقاضی اعتراضی داشته باشند میتوانند از تاریخ انتشار اولین آگهی به مدت دو ماه اعتراض خود را به این اداره تسلیم و پس از اخذ رسید ظرف مدت یک ماه از تاریخ تسلیم اعتراض نسبت به تقدیم دادخواست به مرجع قضایی اقدام نمایند بدیهی است در صورت انقضای مهلت مذکور و عدم وصول اعتراض طبق مقررات سند مالکیت صادر خواهد شد. <box>726 80 958 138</box>
freight-title: باربری نیکوبار <box>314 481 398 495</box>
header-rule <box>6 72 960 74</box>
legal-notice-c4-6-dates: تاریخ انتشار نوبت اول: ۱۴۰۳/۰۷/۱۴ تاریخ انتشار نوبت دوم: ۱۴۰۳/۰۷/۲۹ <box>809 572 958 579</box>
legal-notice-c3-2-signature: رئیس ثبت اسناد و املاک <box>636 951 714 960</box>
coal-sub: معدن طبس <box>561 591 643 607</box>
peykan-line-1: مدل ۸۲-دوگانه سوز-۴ حلقه لاستیک نو <box>17 871 225 884</box>
freight-phones[interactable]: ۰۹۱۹۳۰۲۰۵۴۹ - ۰۲۶۳۶۶۰۴۵۵۱ <box>250 531 462 547</box>
legal-notice-c4-5-signer: سعید عیدانی <box>913 492 954 501</box>
legal-notice-c4-6: آگهی موضوع ماده ۳ قانون و ماده ۱۳ آیین نامه قانون تعیین تکلیف وضعیت ثبتی اراضی و ساختمانهای فاقد سند رسمی برابر رای شماره هیات اول موضوع قانون تعیین تکلیف وضعیت ثبتی اراضی و ساختمانهای فاقد سند رسمی مستقر در واحد ثبتی تصرفات مالکانه بلامعارض متقاضی به شناسنامه صادره در ششدانگ یک باب ساختمان به مساحت مترمربع پلاک فرعی از اصلی واقع در بخش تهران خریداری از مالک رسمی محرز گردیده است لذا به منظور اطلاع عموم مراتب در دو نوبت به فاصله ۱۵ روز آگهی می شود در صورتی که اشخاص نسبت به صدور سند مالکیت متقاضی اعتراضی داشته باشند میتوانند از تاریخ انتشار اولین آگهی به مدت دو ماه اعتراض خود را به این اداره تسلیم و پس از اخذ رسید ظرف مدت یک ماه از تاریخ تسلیم اعتراض نسبت به تقدیم دادخواست به مرجع قضایی اقدام نمایند بدیهی است در صورت انقضای مهلت مذکور و عدم وصول اعتراض طبق مقررات سند مالکیت صادر خواهد شد. <box>726 515 958 573</box>
van-head: به تعدادی وانت <box>550 323 654 339</box>
vanak-line-2: با حقوق ۱۵ میلیون فوری استخدام می نماید <box>504 479 700 489</box>
ad-health <box>240 1240 472 1380</box>
legal-notice-c4-9-dates: تاریخ انتشار نوبت اول: ۱۴۰۳/۰۷/۱۴ تاریخ انتشار نوبت دوم: ۱۴۰۳/۰۷/۲۹ <box>809 834 958 841</box>
volume: سال سی و نهم <box>886 37 932 45</box>
industrial22-code: ج ۰۰-۰۰-۱۴۰۳ <box>491 269 539 278</box>
legal-notice-c4-7-signer: سعید عیدانی <box>913 666 954 675</box>
legal-notice-c4-4-signer: سعید عیدانی <box>913 405 954 414</box>
kebab-hours: از ساعت ۱۲ ظهر تا ۱۲ شب <box>254 398 458 416</box>
ad-driver <box>240 1070 472 1236</box>
peykan-line-2: با بیمه و فنی سالم ۲۰۰م <box>53 884 189 897</box>
